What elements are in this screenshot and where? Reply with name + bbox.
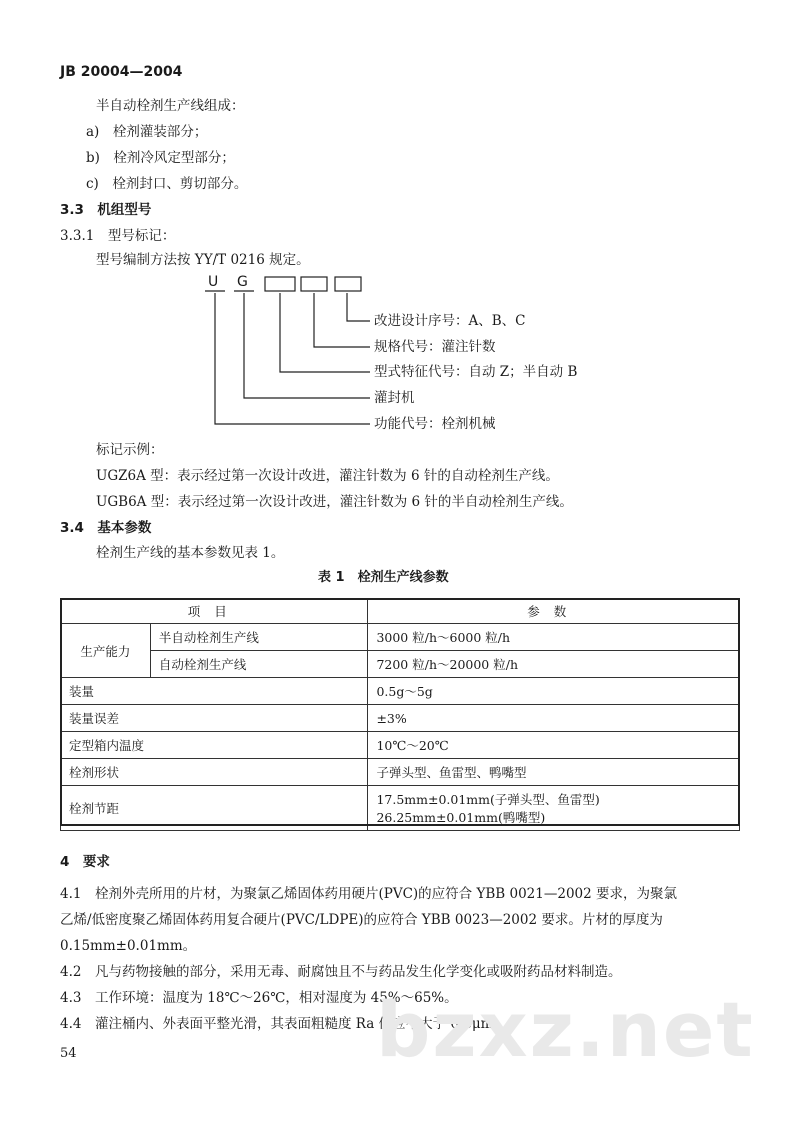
para-4-3: 4.3 工作环境：温度为 18℃～26℃，相对湿度为 45%～65%。 xyxy=(60,990,458,1006)
para-4-1-line-1: 4.1 栓剂外壳所用的片材，为聚氯乙烯固体药用硬片(PVC)的应符合 YBB 0021—2002 要求，为聚氯 xyxy=(60,886,678,902)
table-row xyxy=(61,651,740,678)
table-caption: 表 1 栓剂生产线参数 xyxy=(318,570,449,585)
section-3-3-1-title: 3.3.1 型号标记： xyxy=(60,228,176,244)
page-number: 54 xyxy=(60,1046,77,1061)
label-type: 型式特征代号：自动 Z；半自动 B xyxy=(374,364,578,380)
intro-item-b: b) 栓剂冷风定型部分； xyxy=(86,150,235,166)
row-value xyxy=(368,786,740,831)
section-3-4-title: 3.4 基本参数 xyxy=(60,520,152,536)
pitch-value-1: 17.5mm±0.01mm(子弹头型、鱼雷型) xyxy=(376,792,600,807)
para-4-1-line-2: 乙烯/低密度聚乙烯固体药用复合硬片(PVC/LDPE)的应符合 YBB 0023—2002 要求。片材的厚度为 xyxy=(60,912,663,928)
label-spec: 规格代号：灌注针数 xyxy=(374,339,496,355)
pitch-value-2: 26.25mm±0.01mm(鸭嘴型) xyxy=(376,810,546,825)
row-item: 定型箱内温度 xyxy=(61,732,368,759)
intro-line: 半自动栓剂生产线组成： xyxy=(96,98,245,114)
row-value: 7200 粒/h～20000 粒/h xyxy=(368,651,740,678)
example-title: 标记示例： xyxy=(96,442,164,458)
section-4-title: 4 要求 xyxy=(60,854,110,870)
row-item: 装量 xyxy=(61,678,368,705)
section-3-3-title: 3.3 机组型号 xyxy=(60,202,152,218)
table-row xyxy=(61,732,740,759)
table-row xyxy=(61,678,740,705)
row-item: 半自动栓剂生产线 xyxy=(150,624,368,651)
row-value: 3000 粒/h～6000 粒/h xyxy=(368,624,740,651)
row-item: 栓剂节距 xyxy=(61,786,368,831)
label-filler: 灌封机 xyxy=(374,390,415,406)
watermark: bzxz.net xyxy=(376,985,755,1074)
code-letter-g: G xyxy=(237,274,248,290)
row-value: 子弹头型、鱼雷型、鸭嘴型 xyxy=(368,759,740,786)
label-improvement: 改进设计序号：A、B、C xyxy=(374,313,526,329)
example-line-1: UGZ6A 型：表示经过第一次设计改进，灌注针数为 6 针的自动栓剂生产线。 xyxy=(96,468,559,484)
table-row xyxy=(61,624,740,651)
table-header-row xyxy=(61,599,740,624)
row-value: ±3% xyxy=(368,705,740,732)
code-letter-u: U xyxy=(208,274,219,290)
intro-item-a: a) 栓剂灌装部分； xyxy=(86,124,208,140)
para-4-2: 4.2 凡与药物接触的部分，采用无毒、耐腐蚀且不与药品发生化学变化或吸附药品材料制造。 xyxy=(60,964,622,980)
row-item: 自动栓剂生产线 xyxy=(150,651,368,678)
document-code: JB 20004—2004 xyxy=(60,64,183,80)
label-function: 功能代号：栓剂机械 xyxy=(374,416,496,432)
row-value: 10℃～20℃ xyxy=(368,732,740,759)
row-value: 0.5g～5g xyxy=(368,678,740,705)
row-item: 栓剂形状 xyxy=(61,759,368,786)
section-3-4-text: 栓剂生产线的基本参数见表 1。 xyxy=(96,545,285,561)
intro-item-c: c) 栓剂封口、剪切部分。 xyxy=(86,176,248,192)
example-line-2: UGB6A 型：表示经过第一次设计改进，灌注针数为 6 针的半自动栓剂生产线。 xyxy=(96,494,573,510)
para-4-4: 4.4 灌注桶内、外表面平整光滑，其表面粗糙度 Ra 值应不大于 0.8μm。 xyxy=(60,1016,507,1032)
table-row xyxy=(61,705,740,732)
header-param: 参数 xyxy=(368,599,740,624)
model-rule-text: 型号编制方法按 YY/T 0216 规定。 xyxy=(96,252,310,268)
row-item: 装量误差 xyxy=(61,705,368,732)
table-row xyxy=(61,786,740,831)
table-row xyxy=(61,759,740,786)
header-item: 项目 xyxy=(61,599,368,624)
para-4-1-line-3: 0.15mm±0.01mm。 xyxy=(60,938,197,954)
capacity-label: 生产能力 xyxy=(61,624,151,678)
parameter-table xyxy=(60,598,740,831)
